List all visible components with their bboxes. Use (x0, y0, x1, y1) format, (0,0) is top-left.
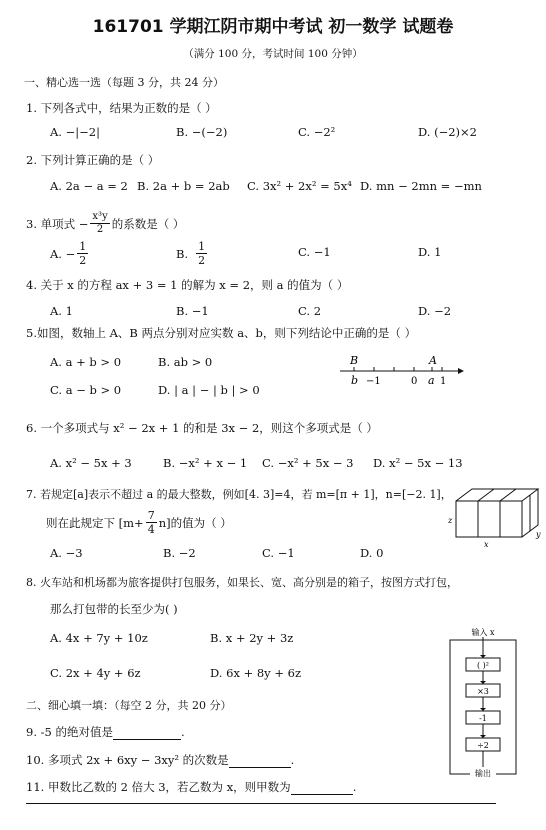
q3-b-den: 2 (198, 254, 206, 267)
label-B: B (350, 354, 359, 367)
q3-frac-num: x³y (92, 211, 108, 222)
flow-output-label: 输出 (475, 769, 491, 778)
q7-option-a: A. −3 (50, 546, 83, 560)
q9-stem (26, 724, 185, 740)
paper-subtitle: （满分 100 分，考试时间 100 分钟） (183, 48, 363, 60)
box-top-div2 (500, 489, 516, 501)
q2-option-c: C. 3x² + 2x² = 5x⁴ (247, 179, 352, 193)
q4-option-c: C. 2 (298, 304, 322, 318)
q5-option-b: B. ab > 0 (158, 355, 213, 369)
q11-text: 11. 甲数比乙数的 2 倍大 3，若乙数为 x，则甲数为 (26, 780, 291, 794)
q5-option-c: C. a − b > 0 (50, 383, 122, 397)
q2-option-b: B. 2a + b = 2ab (137, 179, 230, 193)
q3-frac-den: 2 (96, 224, 104, 235)
flowchart (446, 624, 520, 782)
q7-stem-line2 (46, 509, 232, 536)
q2-option-a: A. 2a − a = 2 (50, 179, 128, 193)
q10-stem (26, 752, 294, 768)
q3-fraction (90, 211, 109, 236)
q6-option-c: C. −x² + 5x − 3 (262, 456, 354, 470)
q5-option-d: D. | a | − | b | > 0 (158, 383, 260, 397)
label-z: z (448, 516, 453, 525)
q4-option-d: D. −2 (418, 304, 452, 318)
q7-option-c: C. −1 (262, 546, 295, 560)
q7-stem2-post: n]的值为（ ） (158, 515, 232, 530)
box-front (456, 501, 522, 537)
q7-option-d: D. 0 (360, 546, 384, 560)
q7-option-b: B. −2 (163, 546, 196, 560)
q10-text: 10. 多项式 2x + 6xy − 3xy² 的次数是 (26, 753, 229, 767)
label-minus-one: −1 (366, 376, 381, 387)
q2-option-d: D. mn − 2mn = −mn (360, 179, 482, 193)
q5-number-line (336, 350, 466, 390)
q4-option-b: B. −1 (176, 304, 209, 318)
q6-option-a: A. x² − 5x + 3 (50, 456, 132, 470)
flow-step-times3: ×3 (477, 687, 489, 696)
q10-answer-blank[interactable] (229, 753, 291, 768)
q3-option-a-label: A. − (50, 246, 76, 261)
q8-option-a: A. 4x + 7y + 10z (50, 631, 148, 645)
q1-option-a: A. −|−2| (50, 125, 100, 139)
q11-answer-blank[interactable] (291, 780, 353, 795)
q3-stem-post: 的系数是（ ） (111, 216, 185, 231)
q10-period: . (290, 753, 295, 767)
label-y: y (536, 530, 541, 539)
label-a: a (428, 374, 435, 387)
q7-fraction (146, 509, 157, 536)
label-x: x (484, 540, 489, 549)
flow-step-minus1: -1 (479, 714, 487, 723)
q9-period: . (181, 725, 185, 739)
q8-option-b: B. x + 2y + 3z (210, 631, 294, 645)
q3-option-c: C. −1 (298, 245, 331, 259)
q3-stem (26, 211, 184, 236)
label-A: A (429, 354, 437, 367)
q11-stem (26, 779, 356, 795)
section-2-heading: 二、细心填一填：（每空 2 分，共 20 分） (26, 699, 232, 712)
q5-option-a: A. a + b > 0 (50, 355, 122, 369)
box-top-div1 (478, 489, 494, 501)
q6-option-d: D. x² − 5x − 13 (373, 456, 463, 470)
q3-option-b (176, 240, 207, 267)
q3-option-b-label: B. (176, 246, 189, 261)
q11-period: . (352, 780, 357, 794)
q3-stem-pre: 3. 单项式 − (26, 216, 89, 231)
label-b: b (351, 374, 359, 387)
paper-title: 161701 学期江阴市期中考试 初一数学 试题卷 (92, 17, 454, 37)
flow-step-square: ( )² (477, 661, 489, 670)
q6-stem: 6. 一个多项式与 x² − 2x + 1 的和是 3x − 2，则这个多项式是（ ） (26, 421, 378, 435)
q6-option-b: B. −x² + x − 1 (163, 456, 248, 470)
bottom-rule (26, 803, 496, 804)
q7-box-diagram (448, 485, 544, 549)
q7-frac-den: 4 (147, 523, 155, 536)
q5-stem: 5.如图，数轴上 A、B 两点分别对应实数 a、b，则下列结论中正确的是（ ） (26, 326, 417, 340)
q9-answer-blank[interactable] (113, 725, 181, 740)
q3-option-b-frac (196, 240, 207, 267)
q4-stem: 4. 关于 x 的方程 ax + 3 = 1 的解为 x = 2，则 a 的值为（ ） (26, 278, 349, 292)
q1-stem: 1. 下列各式中，结果为正数的是（ ） (26, 101, 217, 115)
q8-stem-line1: 8. 火车站和机场都为旅客提供打包服务，如果长、宽、高分别是的箱子，按图方式打包， (26, 576, 458, 589)
q1-option-c: C. −2² (298, 125, 336, 139)
q3-a-den: 2 (79, 254, 87, 267)
label-zero: 0 (411, 376, 418, 387)
section-1-heading: 一、精心选一选（每题 3 分，共 24 分） (24, 76, 224, 89)
q3-b-num: 1 (198, 240, 206, 253)
q3-option-a (50, 240, 88, 267)
q7-frac-num: 7 (147, 509, 155, 522)
flow-step-div2: ÷2 (477, 741, 489, 750)
box-top (456, 489, 538, 501)
number-line-arrow (458, 368, 464, 374)
q2-stem: 2. 下列计算正确的是（ ） (26, 153, 160, 167)
q3-option-a-frac (77, 240, 88, 267)
q1-option-b: B. −(−2) (176, 125, 228, 139)
q9-text: 9. -5 的绝对值是 (26, 725, 113, 739)
q8-option-d: D. 6x + 8y + 6z (210, 666, 302, 680)
q1-option-d: D. (−2)×2 (418, 125, 477, 139)
flow-input-label: 输入 x (471, 628, 495, 637)
q7-stem-line1: 7. 若规定[a]表示不超过 a 的最大整数，例如[4. 3]=4，若 m=[π + 1]，n=[−2. 1]， (26, 488, 452, 501)
q8-option-c: C. 2x + 4y + 6z (50, 666, 141, 680)
q3-option-d: D. 1 (418, 245, 442, 259)
q8-stem-line2: 那么打包带的长至少为( ) (50, 602, 178, 616)
q7-stem2-pre: 则在此规定下 [m+ (46, 515, 144, 530)
label-one: 1 (440, 376, 447, 387)
q4-option-a: A. 1 (50, 304, 73, 318)
q3-a-num: 1 (79, 240, 87, 253)
